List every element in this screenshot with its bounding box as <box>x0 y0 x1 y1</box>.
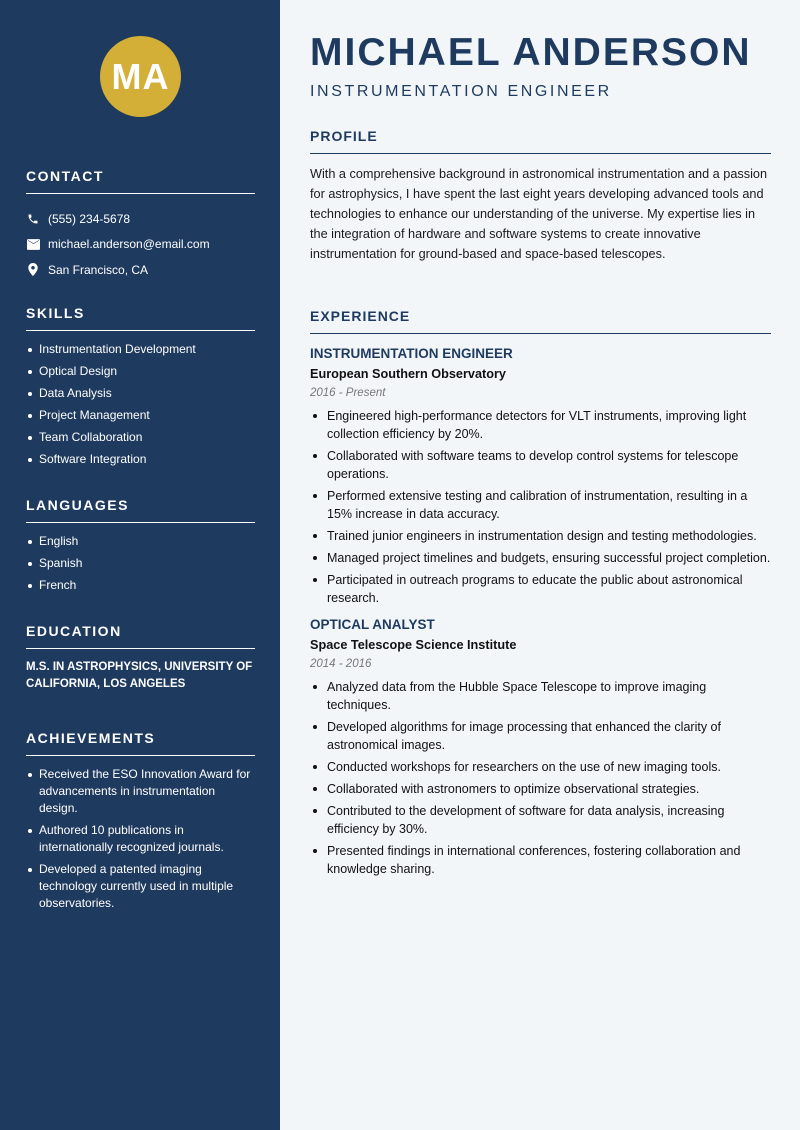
contact-heading: CONTACT <box>26 168 255 194</box>
skill-item: Software Integration <box>26 451 255 468</box>
sidebar <box>0 0 280 1130</box>
job-bullet: Conducted workshops for researchers on the use of new imaging tools. <box>310 758 771 776</box>
job-bullet: Contributed to the development of software for data analysis, increasing efficiency by 30%. <box>310 802 771 838</box>
location-text: San Francisco, CA <box>48 262 149 277</box>
contact-email <box>26 232 255 258</box>
education-degree: M.S. IN ASTROPHYSICS, UNIVERSITY OF CALIFORNIA, LOS ANGELES <box>26 661 253 690</box>
achievements-heading: ACHIEVEMENTS <box>26 730 255 756</box>
job-entry <box>310 617 771 878</box>
contact-location <box>26 257 255 283</box>
phone-icon <box>26 212 40 226</box>
job-bullet: Presented findings in international conferences, fostering collaboration and knowledge sharing. <box>310 842 771 878</box>
location-pin-icon <box>26 263 40 277</box>
job-bullet: Participated in outreach programs to educate the public about astronomical research. <box>310 571 771 607</box>
skill-item: Project Management <box>26 407 255 424</box>
job-bullet: Managed project timelines and budgets, ensuring successful project completion. <box>310 549 771 567</box>
skills-section <box>26 305 255 473</box>
job-entry <box>310 346 771 607</box>
education-heading: EDUCATION <box>26 623 255 649</box>
job-bullet: Collaborated with software teams to develop control systems for telescope operations. <box>310 447 771 483</box>
profile-text: With a comprehensive background in astronomical instrumentation and a passion for astrophysics, I have spent the last eight years developing advanced tools and technologies to enhance our understanding of the universe. My expertise lies in the integration of hardware and software systems to create innovative instrumentation for ground-based and space-based telescopes. <box>310 167 767 261</box>
languages-heading: LANGUAGES <box>26 497 255 523</box>
experience-section <box>310 308 771 882</box>
email-text: michael.anderson@email.com <box>48 237 210 252</box>
job-organization: European Southern Observatory <box>310 367 506 381</box>
achievements-section <box>26 730 255 917</box>
job-dates: 2016 - Present <box>310 387 386 399</box>
skill-item: Optical Design <box>26 363 255 380</box>
contact-section <box>26 168 255 283</box>
job-bullet: Collaborated with astronomers to optimize observational strategies. <box>310 780 771 798</box>
achievement-item: Developed a patented imaging technology currently used in multiple observatories. <box>26 861 255 912</box>
phone-text: (555) 234-5678 <box>48 211 131 226</box>
achievement-item: Received the ESO Innovation Award for advancements in instrumentation design. <box>26 766 255 817</box>
skill-item: Data Analysis <box>26 385 255 402</box>
job-bullet: Trained junior engineers in instrumentation design and testing methodologies. <box>310 527 771 545</box>
job-bullet: Analyzed data from the Hubble Space Telescope to improve imaging techniques. <box>310 678 771 714</box>
job-bullet: Performed extensive testing and calibration of instrumentation, resulting in a 15% increase in data accuracy. <box>310 487 771 523</box>
email-icon <box>26 237 40 251</box>
skill-item: Team Collaboration <box>26 429 255 446</box>
education-section <box>26 623 255 693</box>
profile-section <box>310 128 771 277</box>
languages-section <box>26 497 255 599</box>
skills-heading: SKILLS <box>26 305 255 331</box>
profile-heading: PROFILE <box>310 128 771 154</box>
job-title: INSTRUMENTATION ENGINEER <box>310 83 612 100</box>
avatar <box>100 36 181 117</box>
language-item: Spanish <box>26 555 255 572</box>
job-bullet: Engineered high-performance detectors for VLT instruments, improving light collection efficiency by 20%. <box>310 407 771 443</box>
avatar-initials: MA <box>111 55 170 97</box>
job-dates: 2014 - 2016 <box>310 658 372 670</box>
person-name: MICHAEL ANDERSON <box>310 31 752 74</box>
job-organization: Space Telescope Science Institute <box>310 638 517 652</box>
skill-item: Instrumentation Development <box>26 341 255 358</box>
job-bullet: Developed algorithms for image processing that enhanced the clarity of astronomical images. <box>310 718 771 754</box>
language-item: French <box>26 577 255 594</box>
achievement-item: Authored 10 publications in internationally recognized journals. <box>26 822 255 856</box>
job-role: INSTRUMENTATION ENGINEER <box>310 346 513 361</box>
contact-phone <box>26 206 255 232</box>
experience-heading: EXPERIENCE <box>310 308 771 334</box>
language-item: English <box>26 533 255 550</box>
job-role: OPTICAL ANALYST <box>310 617 435 632</box>
